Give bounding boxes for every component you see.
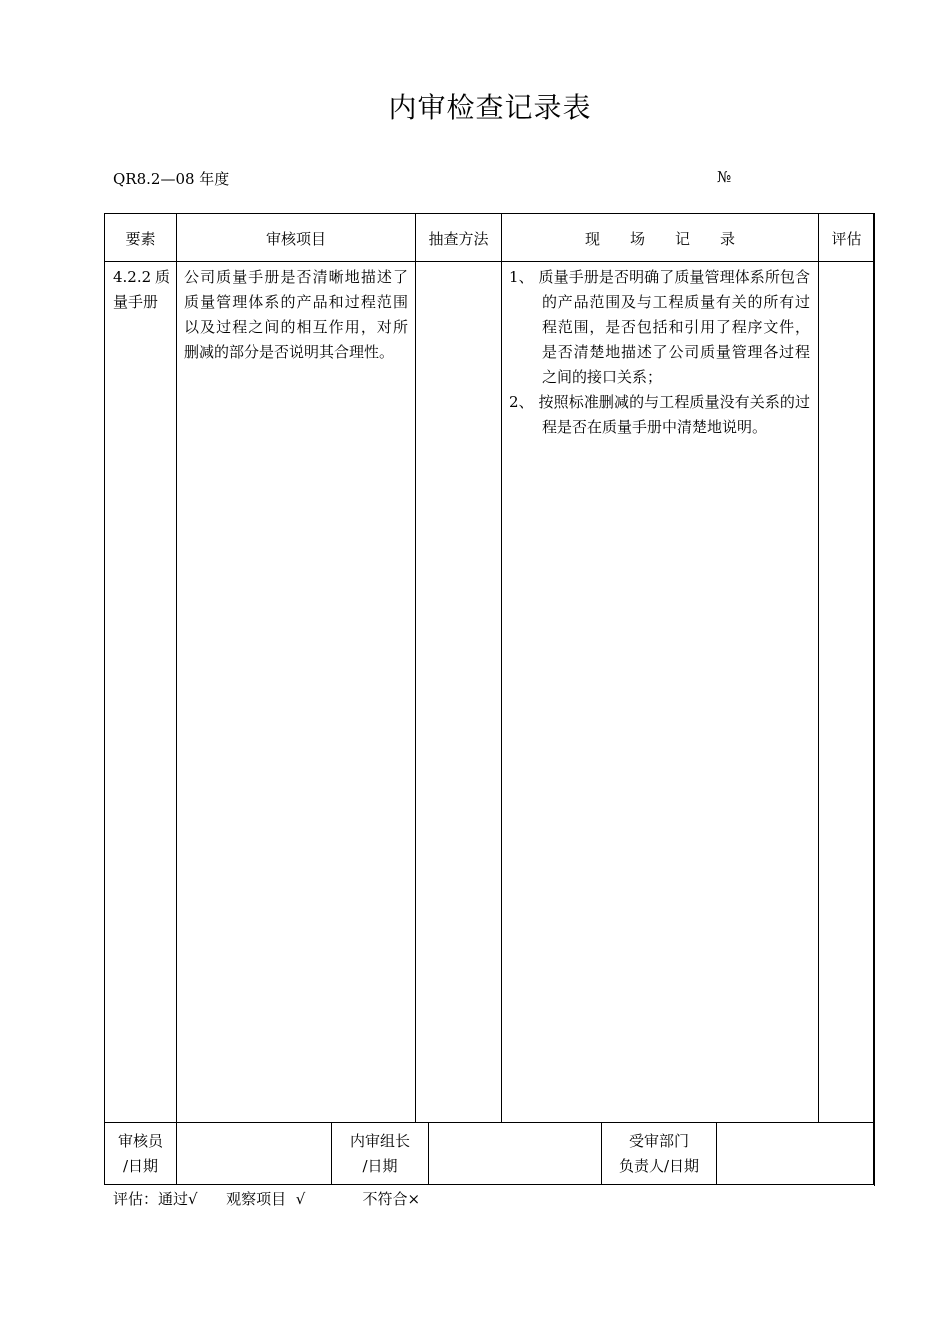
form-code: QR8.2—08 年度 [113, 170, 230, 188]
header-evaluation: 评估 [831, 229, 862, 248]
header-record [502, 216, 818, 262]
row-element: 4.2.2质量手册 [113, 268, 170, 311]
number-label: № [717, 168, 732, 186]
signature-divider [105, 1122, 874, 1123]
page-title: 内审检查记录表 [388, 91, 592, 124]
header-audit-item: 审核项目 [265, 229, 326, 248]
sig-divider [428, 1122, 429, 1185]
auditor-date-label [105, 1123, 176, 1185]
header-record-text: 现场记录 [584, 229, 765, 248]
col-divider [501, 214, 502, 1122]
sig-divider [716, 1122, 717, 1185]
dept-label: 受审部门 [628, 1132, 689, 1150]
leader-date: /日期 [362, 1157, 398, 1175]
leader-label: 内审组长 [349, 1132, 410, 1150]
auditor-label: 审核员 [117, 1132, 163, 1150]
col-divider [176, 214, 177, 1122]
table-right-edge [874, 213, 875, 1186]
dept-date: 负责人/日期 [618, 1157, 700, 1175]
evaluation-legend: 评估：通过√ 观察项目 √ 不符合× [113, 1190, 421, 1208]
dept-head-date-label [602, 1123, 716, 1185]
header-method: 抽查方法 [428, 229, 489, 248]
sig-divider [176, 1122, 177, 1185]
col-divider [415, 214, 416, 1122]
record-item: 1、 质量手册是否明确了质量管理体系所包含的产品范围及与工程质量有关的所有过程范围，是否包括和引用了程序文件，是否清楚地描述了公司质量管理各过程之间的接口关系； [509, 268, 810, 386]
leader-date-label [332, 1123, 428, 1185]
header-element: 要素 [125, 229, 156, 248]
auditor-date: /日期 [122, 1157, 159, 1175]
row-records [509, 265, 810, 440]
row-audit-item: 公司质量手册是否清晰地描述了质量管理体系的产品和过程范围以及过程之间的相互作用，对所删减的部分是否说明其合理性。 [184, 268, 408, 361]
col-divider [818, 214, 819, 1122]
record-item: 2、 按照标准删减的与工程质量没有关系的过程是否在质量手册中清楚地说明。 [509, 393, 810, 436]
